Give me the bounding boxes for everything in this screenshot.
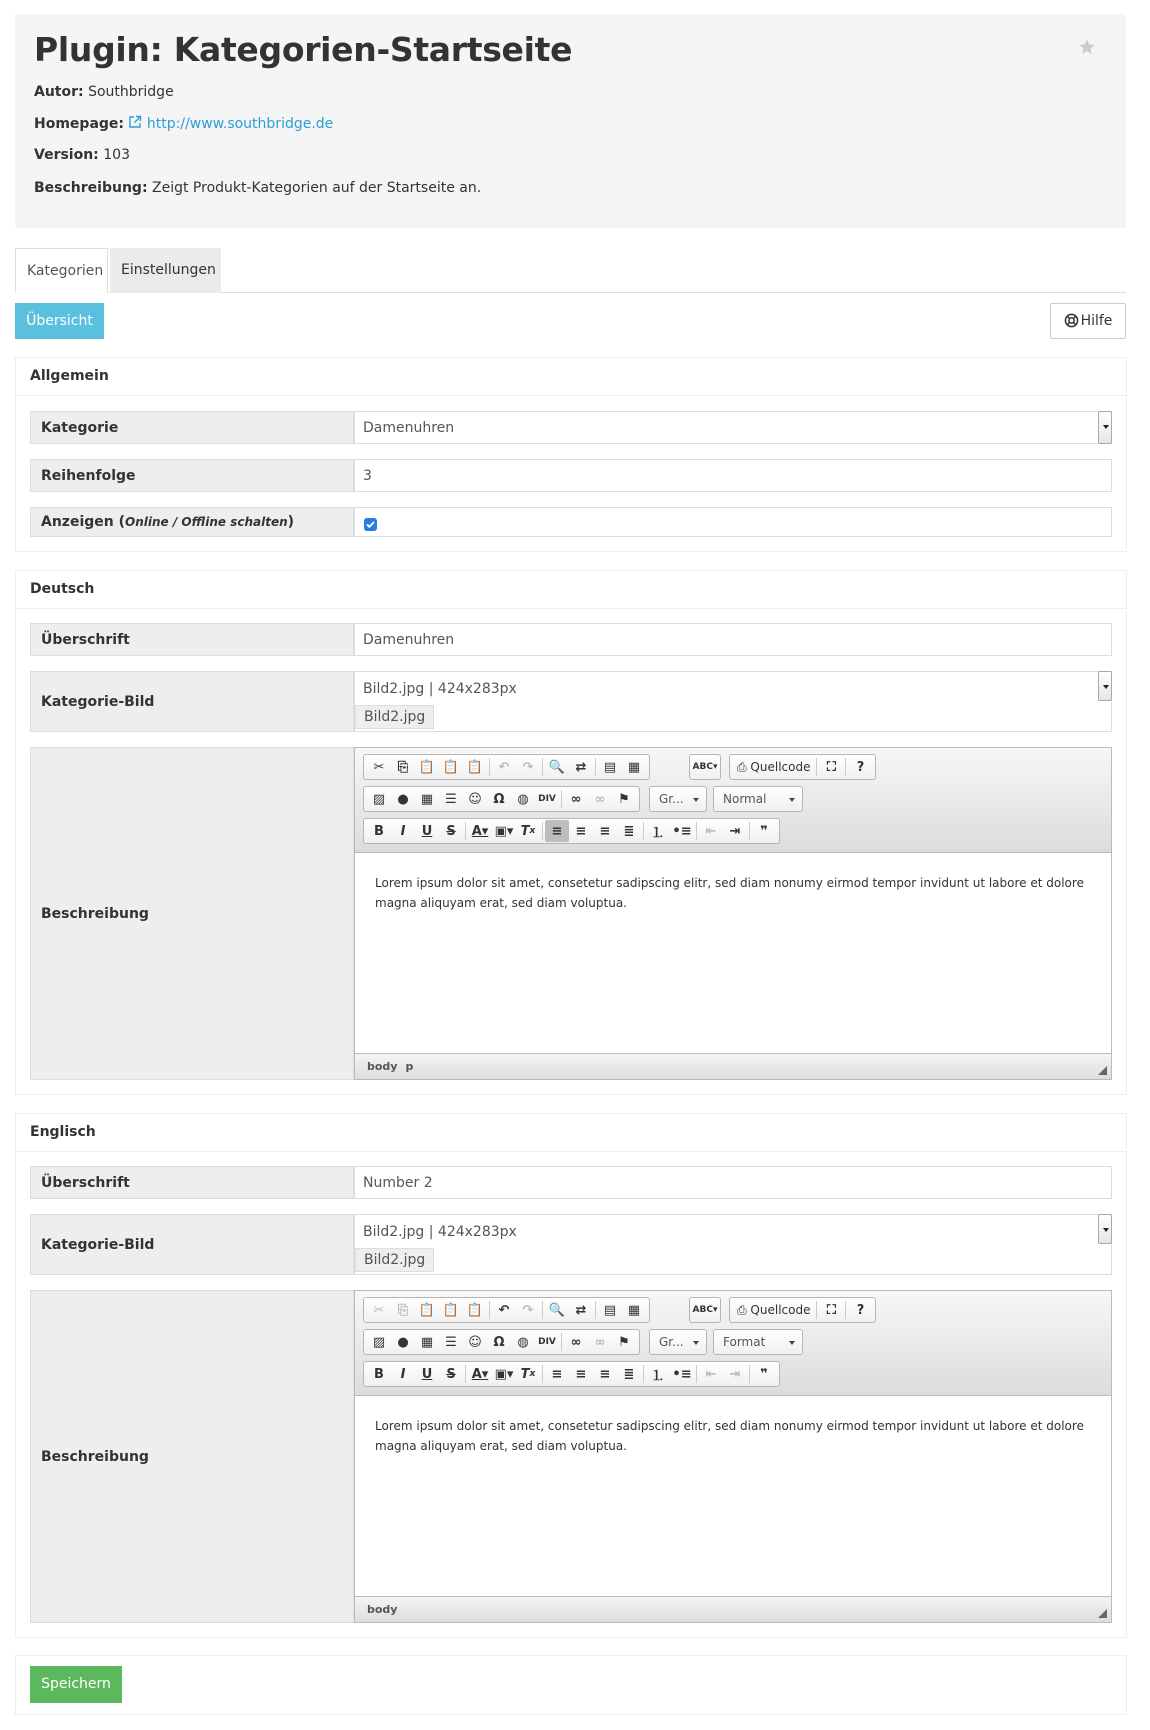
source-label: Quellcode: [750, 1303, 811, 1317]
format-combo[interactable]: Normal: [713, 786, 803, 812]
checkmark-icon: [365, 519, 376, 530]
dropdown-caret-icon[interactable]: [1098, 671, 1112, 701]
table-icon[interactable]: ▦: [420, 1334, 434, 1350]
english-description-label: Beschreibung: [30, 1290, 354, 1623]
editor-toolbar: [355, 1291, 1111, 1396]
category-select-value: Damenuhren: [363, 419, 455, 436]
german-heading-divider: [15, 608, 1127, 609]
strike-icon[interactable]: S: [446, 1366, 456, 1382]
link-icon[interactable]: ∞: [570, 791, 582, 807]
order-label: Reihenfolge: [30, 459, 354, 492]
align-right-icon[interactable]: ≡: [599, 1366, 611, 1382]
german-editor-content[interactable]: Lorem ipsum dolor sit amet, consetetur sadipscing elitr, sed diam nonumy eirmod tempor invidunt ut labore et dolore magna aliquyam erat, sed diam voluptua.: [375, 876, 1084, 910]
anchor-icon[interactable]: ⚑: [618, 791, 630, 807]
help-button-label: Hilfe: [1080, 313, 1113, 329]
show-label-text: Anzeigen: [41, 514, 114, 530]
dropdown-caret-icon[interactable]: [1098, 1214, 1112, 1244]
format-block-icon[interactable]: ▦: [627, 1302, 641, 1318]
redo-icon[interactable]: ↷: [522, 759, 534, 775]
find-icon[interactable]: 🔍: [548, 1302, 566, 1318]
bold-icon[interactable]: B: [374, 823, 384, 839]
source-group: [729, 1297, 876, 1323]
editor-toolbar: [355, 748, 1111, 853]
text-color-icon[interactable]: A▾: [471, 1366, 489, 1382]
source-button[interactable]: [733, 1299, 814, 1321]
english-image-select[interactable]: Bild2.jpg | 424x283px: [363, 1224, 517, 1240]
source-button[interactable]: [733, 756, 814, 778]
formatting-group: [363, 1361, 780, 1387]
redo-icon[interactable]: ↷: [522, 1302, 534, 1318]
paste-word-icon[interactable]: 📋: [466, 1302, 484, 1318]
author-label: Autor:: [34, 84, 84, 100]
english-headline-label: Überschrift: [30, 1166, 354, 1199]
homepage-link[interactable]: http://www.southbridge.de: [146, 116, 334, 132]
german-headline-label: Überschrift: [30, 623, 354, 656]
select-all-icon[interactable]: ▤: [603, 759, 617, 775]
german-rich-text-editor: [354, 747, 1112, 1080]
paste-text-icon[interactable]: 📋: [442, 759, 460, 775]
horizontal-rule-icon[interactable]: ☰: [445, 1334, 457, 1350]
description-line: [34, 180, 481, 196]
paste-text-icon[interactable]: 📋: [442, 1302, 460, 1318]
undo-icon[interactable]: ↶: [498, 759, 510, 775]
flash-icon[interactable]: ●: [397, 1334, 409, 1350]
english-editor-content[interactable]: Lorem ipsum dolor sit amet, consetetur sadipscing elitr, sed diam nonumy eirmod tempor invidunt ut labore et dolore magna aliquyam erat, sed diam voluptua.: [375, 1419, 1084, 1453]
version-label: Version:: [34, 147, 99, 163]
save-button[interactable]: Speichern: [30, 1666, 122, 1703]
indent-icon[interactable]: ⇥: [729, 823, 741, 839]
image-icon[interactable]: ▨: [372, 1334, 386, 1350]
unlink-icon[interactable]: ∞: [594, 1334, 606, 1350]
english-headline-input[interactable]: Number 2: [354, 1166, 1112, 1199]
link-icon[interactable]: ∞: [570, 1334, 582, 1350]
outdent-icon[interactable]: ⇤: [705, 1366, 717, 1382]
iframe-icon[interactable]: ◍: [517, 1334, 529, 1350]
resize-handle-icon[interactable]: [1098, 1066, 1107, 1075]
homepage-label: Homepage:: [34, 116, 125, 132]
order-input[interactable]: 3: [354, 459, 1112, 492]
clipboard-group: [363, 1297, 650, 1323]
show-checkbox[interactable]: [364, 518, 377, 531]
save-panel: [15, 1655, 1127, 1715]
cut-icon[interactable]: ✂: [373, 759, 385, 775]
styles-combo[interactable]: Gr...: [649, 1329, 707, 1355]
spellcheck-group: [689, 754, 721, 780]
english-image-label: Kategorie-Bild: [30, 1214, 354, 1275]
page-title: Plugin: Kategorien-Startseite: [34, 30, 573, 69]
paste-icon[interactable]: 📋: [418, 1302, 436, 1318]
blockquote-icon[interactable]: ❞: [760, 823, 768, 839]
category-label: Kategorie: [30, 411, 354, 444]
indent-icon[interactable]: ⇥: [729, 1366, 741, 1382]
general-heading-divider: [15, 395, 1127, 396]
english-image-field: [354, 1214, 1112, 1275]
category-select[interactable]: [354, 411, 1112, 444]
show-field: [354, 507, 1112, 537]
description-label: Beschreibung:: [34, 180, 148, 196]
image-icon[interactable]: ▨: [372, 791, 386, 807]
german-heading: Deutsch: [30, 581, 95, 597]
align-left-icon[interactable]: ≡: [551, 1366, 563, 1382]
source-group: [729, 754, 876, 780]
source-icon: ⎙: [737, 1302, 751, 1317]
star-icon[interactable]: [1078, 38, 1096, 56]
help-icon[interactable]: ?: [856, 1302, 865, 1318]
overview-button[interactable]: Übersicht: [15, 303, 104, 339]
bulleted-list-icon[interactable]: •≡: [672, 1366, 692, 1382]
bg-color-icon[interactable]: ▣▾: [494, 823, 514, 839]
dropdown-caret-icon[interactable]: [1098, 411, 1112, 444]
replace-icon[interactable]: ⇄: [575, 1302, 587, 1318]
maximize-icon[interactable]: ⛶: [826, 759, 837, 775]
version-value: 103: [103, 147, 130, 163]
format-block-icon[interactable]: ▦: [627, 759, 641, 775]
bulleted-list-icon[interactable]: •≡: [672, 823, 692, 839]
english-rich-text-editor: [354, 1290, 1112, 1623]
german-description-label: Beschreibung: [30, 747, 354, 1080]
german-headline-input[interactable]: Damenuhren: [354, 623, 1112, 656]
paste-icon[interactable]: 📋: [418, 759, 436, 775]
align-center-icon[interactable]: ≡: [575, 823, 587, 839]
german-image-select[interactable]: Bild2.jpg | 424x283px: [363, 681, 517, 697]
external-link-icon: [128, 115, 142, 129]
copy-icon[interactable]: ⎘: [397, 1302, 409, 1318]
text-color-icon[interactable]: A▾: [471, 823, 489, 839]
help-button[interactable]: [1050, 303, 1126, 339]
show-label: Anzeigen ( Online / Offline schalten ): [30, 507, 354, 537]
spellcheck-icon[interactable]: ABC▾: [692, 762, 718, 772]
find-icon[interactable]: 🔍: [548, 759, 566, 775]
path-body[interactable]: body: [367, 1060, 398, 1073]
tab-kategorien[interactable]: Kategorien: [15, 248, 108, 293]
smiley-icon[interactable]: ☺: [468, 1334, 482, 1350]
format-combo[interactable]: Format: [713, 1329, 803, 1355]
lifebuoy-icon: [1064, 313, 1079, 328]
blockquote-icon[interactable]: ❞: [760, 1366, 768, 1382]
copy-icon[interactable]: ⎘: [397, 759, 409, 775]
cut-icon[interactable]: ✂: [373, 1302, 385, 1318]
show-hint: Online / Offline schalten: [125, 515, 288, 529]
special-char-icon[interactable]: Ω: [493, 791, 505, 807]
special-char-icon[interactable]: Ω: [493, 1334, 505, 1350]
english-heading-divider: [15, 1151, 1127, 1152]
unlink-icon[interactable]: ∞: [594, 791, 606, 807]
version-line: [34, 147, 130, 163]
italic-icon[interactable]: I: [400, 1366, 406, 1382]
insert-group: [363, 786, 640, 812]
smiley-icon[interactable]: ☺: [468, 791, 482, 807]
select-all-icon[interactable]: ▤: [603, 1302, 617, 1318]
german-image-file[interactable]: Bild2.jpg: [355, 705, 434, 729]
path-p[interactable]: p: [405, 1060, 414, 1073]
horizontal-rule-icon[interactable]: ☰: [445, 791, 457, 807]
align-left-icon[interactable]: ≡: [545, 820, 569, 842]
source-icon: ⎙: [737, 759, 751, 774]
italic-icon[interactable]: I: [400, 823, 406, 839]
formatting-group: [363, 818, 780, 844]
editor-status-bar: [355, 1596, 1111, 1622]
insert-group: [363, 1329, 640, 1355]
align-center-icon[interactable]: ≡: [575, 1366, 587, 1382]
align-justify-icon[interactable]: ≣: [623, 823, 635, 839]
remove-format-icon[interactable]: T x: [520, 823, 536, 839]
styles-combo[interactable]: Gr...: [649, 786, 707, 812]
path-body[interactable]: body: [367, 1603, 398, 1616]
german-image-label: Kategorie-Bild: [30, 671, 354, 732]
div-icon[interactable]: DIV: [538, 1337, 556, 1347]
help-icon[interactable]: ?: [856, 759, 865, 775]
undo-icon[interactable]: ↶: [498, 1302, 510, 1318]
bg-color-icon[interactable]: ▣▾: [494, 1366, 514, 1382]
iframe-icon[interactable]: ◍: [517, 791, 529, 807]
replace-icon[interactable]: ⇄: [575, 759, 587, 775]
align-justify-icon[interactable]: ≣: [623, 1366, 635, 1382]
underline-icon[interactable]: U: [421, 823, 433, 839]
numbered-list-icon[interactable]: ⒈: [651, 1368, 665, 1384]
english-heading: Englisch: [30, 1124, 96, 1140]
author-value: Southbridge: [88, 84, 174, 100]
general-heading: Allgemein: [30, 368, 109, 384]
maximize-icon[interactable]: ⛶: [826, 1302, 837, 1318]
author-line: [34, 84, 174, 100]
anchor-icon[interactable]: ⚑: [618, 1334, 630, 1350]
german-image-field: [354, 671, 1112, 732]
clipboard-group: [363, 754, 650, 780]
resize-handle-icon[interactable]: [1098, 1609, 1107, 1618]
align-right-icon[interactable]: ≡: [599, 823, 611, 839]
flash-icon[interactable]: ●: [397, 791, 409, 807]
table-icon[interactable]: ▦: [420, 791, 434, 807]
bold-icon[interactable]: B: [374, 1366, 384, 1382]
underline-icon[interactable]: U: [421, 1366, 433, 1382]
remove-format-icon[interactable]: T x: [520, 1366, 536, 1382]
div-icon[interactable]: DIV: [538, 794, 556, 804]
strike-icon[interactable]: S: [446, 823, 456, 839]
homepage-line: [34, 115, 333, 132]
description-value: Zeigt Produkt-Kategorien auf der Startseite an.: [152, 180, 482, 196]
spellcheck-group: [689, 1297, 721, 1323]
spellcheck-icon[interactable]: ABC▾: [692, 1305, 718, 1315]
numbered-list-icon[interactable]: ⒈: [651, 825, 665, 841]
editor-status-bar: [355, 1053, 1111, 1079]
tab-einstellungen[interactable]: Einstellungen: [110, 248, 221, 293]
source-label: Quellcode: [750, 760, 811, 774]
english-image-file[interactable]: Bild2.jpg: [355, 1248, 434, 1272]
outdent-icon[interactable]: ⇤: [705, 823, 717, 839]
paste-word-icon[interactable]: 📋: [466, 759, 484, 775]
